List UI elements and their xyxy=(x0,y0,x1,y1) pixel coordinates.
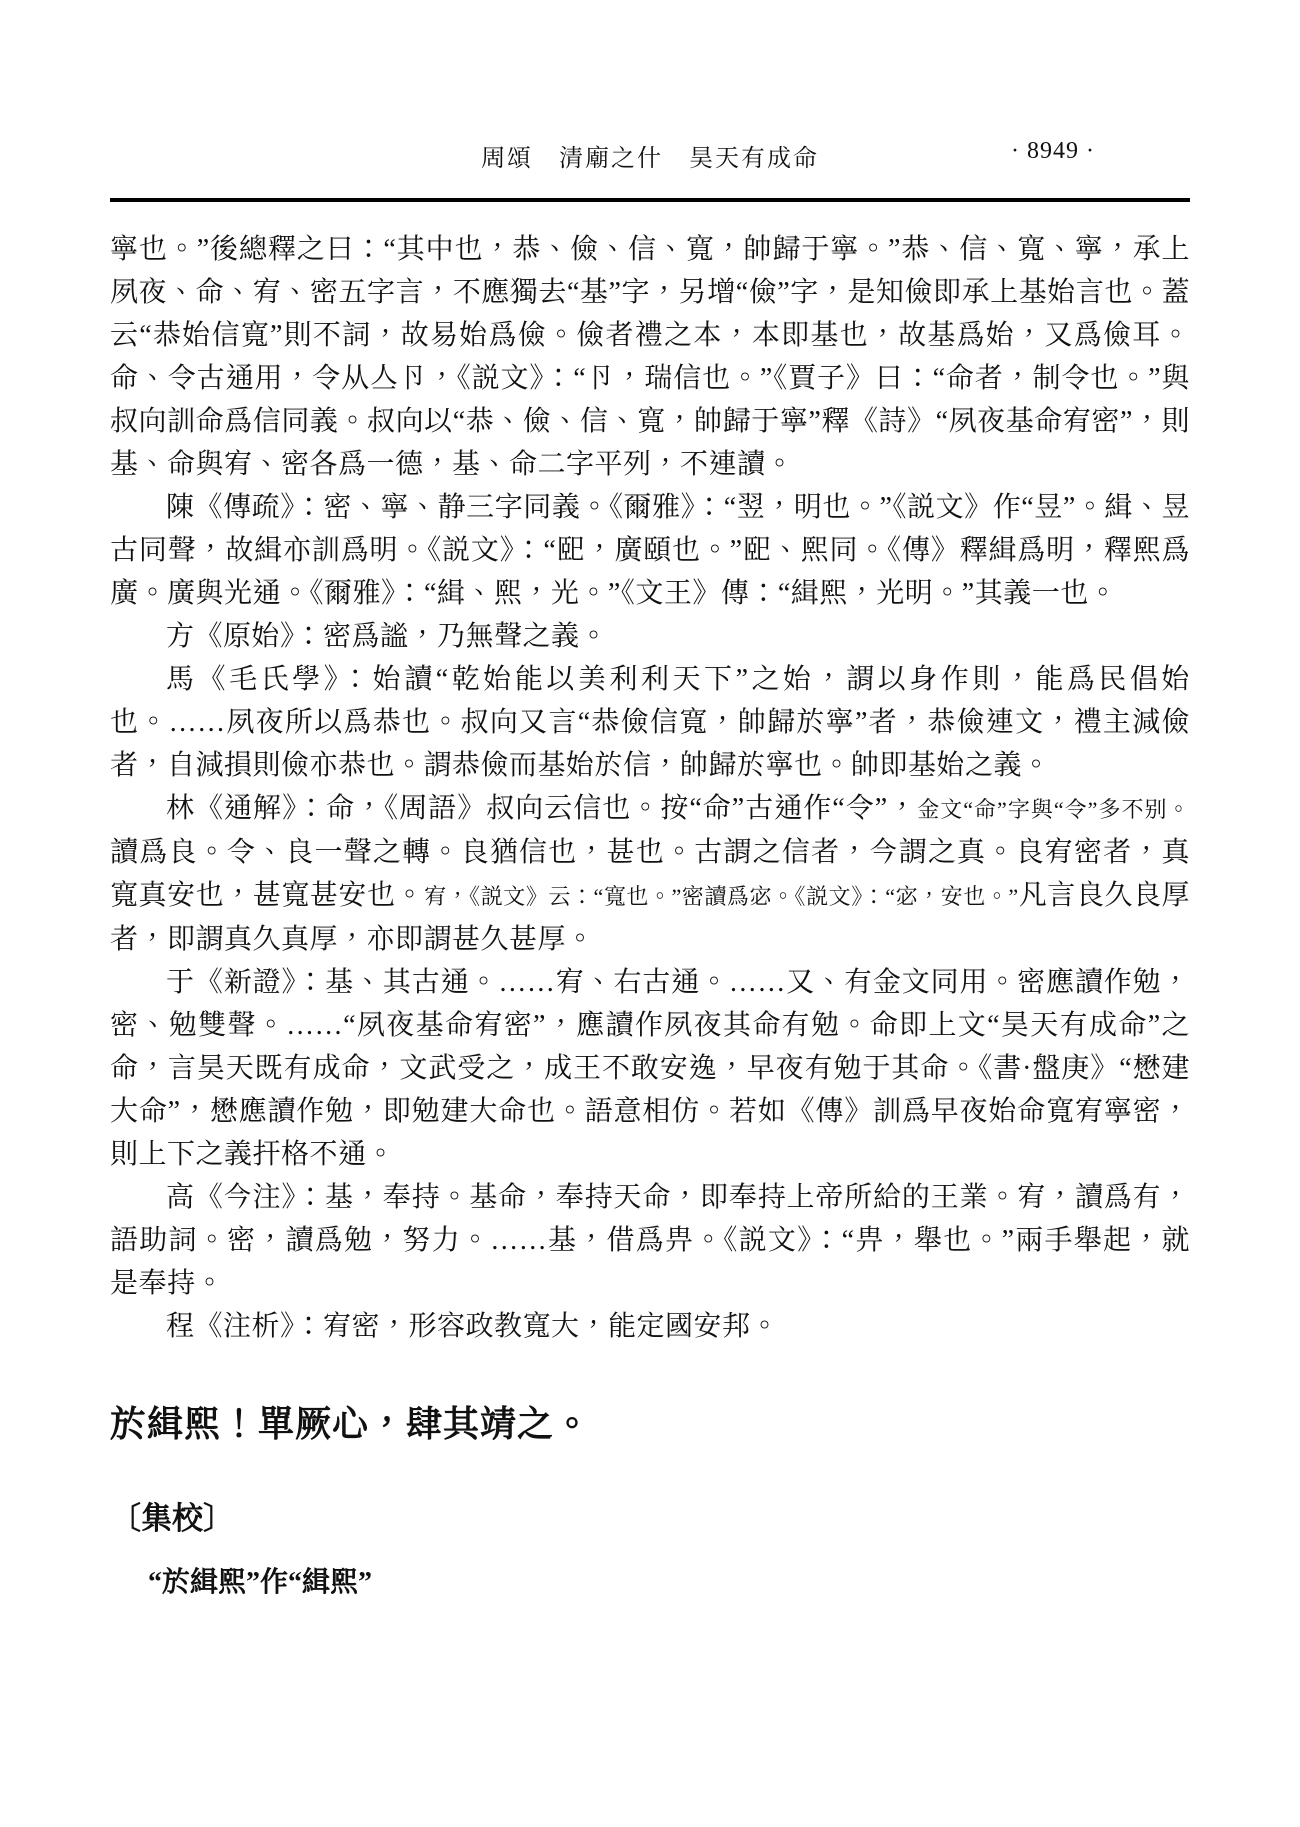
paragraph-text: 讀爲良。令、良一聲之轉。良猶信也，甚也。古謂之信者，今謂之真。良宥密者，真寬真安也，甚寬甚安也。 xyxy=(110,837,1190,911)
commentary-paragraph xyxy=(110,486,1190,615)
commentary-paragraph xyxy=(110,615,1190,658)
paragraph-text: 陳《傳疏》：密、寧、静三字同義。《爾雅》：“翌，明也。”《説文》作“昱”。緝、昱古同聲，故緝亦訓爲明。《説文》：“巸，廣頤也。”巸、熙同。《傳》釋緝爲明，釋熙爲廣。廣與光通。《爾雅》：“緝、熙，光。”《文王》傳：“緝熙，光明。”其義一也。 xyxy=(110,492,1190,609)
inline-note-text: 金文“命”字與“令”多不别。 xyxy=(917,797,1191,822)
running-title: 周頌 清廟之什 昊天有成命 xyxy=(481,146,819,172)
paragraph-text: 程《注析》：宥密，形容政教寬大，能定國安邦。 xyxy=(166,1311,780,1342)
jijiao-section-heading: 〔集校〕 xyxy=(110,1501,234,1536)
commentary-paragraph xyxy=(110,961,1190,1176)
paragraph-text: 寧也。”後總釋之曰：“其中也，恭、儉、信、寬，帥歸于寧。”恭、信、寬、寧，承上夙夜、命、宥、密五字言，不應獨去“基”字，另增“儉”字，是知儉即承上基始言也。蓋云“恭始信寬”則不詞，故易始爲儉。儉者禮之本，本即基也，故基爲始，又爲儉耳。命、令古通用，令从亼卪，《説文》：“卪，瑞信也。”《賈子》曰：“命者，制令也。”與叔向訓命爲信同義。叔向以“恭、儉、信、寬，帥歸于寧”釋《詩》“夙夜基命宥密”，則基、命與宥、密各爲一德，基、命二字平列，不連讀。 xyxy=(110,234,1190,480)
paragraph-text: 馬《毛氏學》：始讀“乾始能以美利利天下”之始，謂以身作則，能爲民倡始也。……夙夜所以爲恭也。叔向又言“恭儉信寬，帥歸於寧”者，恭儉連文，禮主減儉者，自減損則儉亦恭也。謂恭儉而基始於信，帥歸於寧也。帥即基始之義。 xyxy=(110,664,1190,781)
commentary-paragraph xyxy=(110,1176,1190,1305)
header-rule xyxy=(110,198,1190,202)
commentary-paragraph xyxy=(110,1305,1190,1348)
paragraph-text: 林《通解》：命，《周語》叔向云信也。按“命”古通作“令”， xyxy=(166,793,918,824)
page-number: · 8949 · xyxy=(1011,138,1095,164)
inline-note-text: 宥，《説文》云：“寬也。”密讀爲宓。《説文》：“宓，安也。” xyxy=(424,884,1019,909)
page-header xyxy=(110,0,1190,196)
commentary-paragraph xyxy=(110,658,1190,787)
commentary-text xyxy=(110,228,1190,1348)
paragraph-text: 于《新證》：基、其古通。……宥、右古通。……又、有金文同用。密應讀作勉，密、勉雙聲。……“夙夜基命宥密”，應讀作夙夜其命有勉。命即上文“昊天有成命”之命，言昊天既有成命，文武受之，成王不敢安逸，早夜有勉于其命。《書·盤庚》“懋建大命”，懋應讀作勉，即勉建大命也。語意相仿。若如《傳》訓爲早夜始命寬宥寧密，則上下之義扞格不通。 xyxy=(110,967,1190,1170)
paragraph-text: 凡言良久良厚者，即謂真久真厚，亦即謂甚久甚厚。 xyxy=(110,880,1190,955)
commentary-paragraph xyxy=(110,787,1190,961)
collation-line: “於緝熙”作“緝熙” xyxy=(148,1567,373,1598)
commentary-paragraph xyxy=(110,228,1190,486)
poem-verse-heading: 於緝熙！單厥心，肆其靖之。 xyxy=(110,1404,592,1444)
paragraph-text: 高《今注》：基，奉持。基命，奉持天命，即奉持上帝所給的王業。宥，讀爲有，語助詞。密，讀爲勉，努力。……基，借爲畁。《説文》：“畁，舉也。”兩手舉起，就是奉持。 xyxy=(110,1182,1190,1299)
paragraph-text: 方《原始》：密爲謐，乃無聲之義。 xyxy=(166,621,609,652)
